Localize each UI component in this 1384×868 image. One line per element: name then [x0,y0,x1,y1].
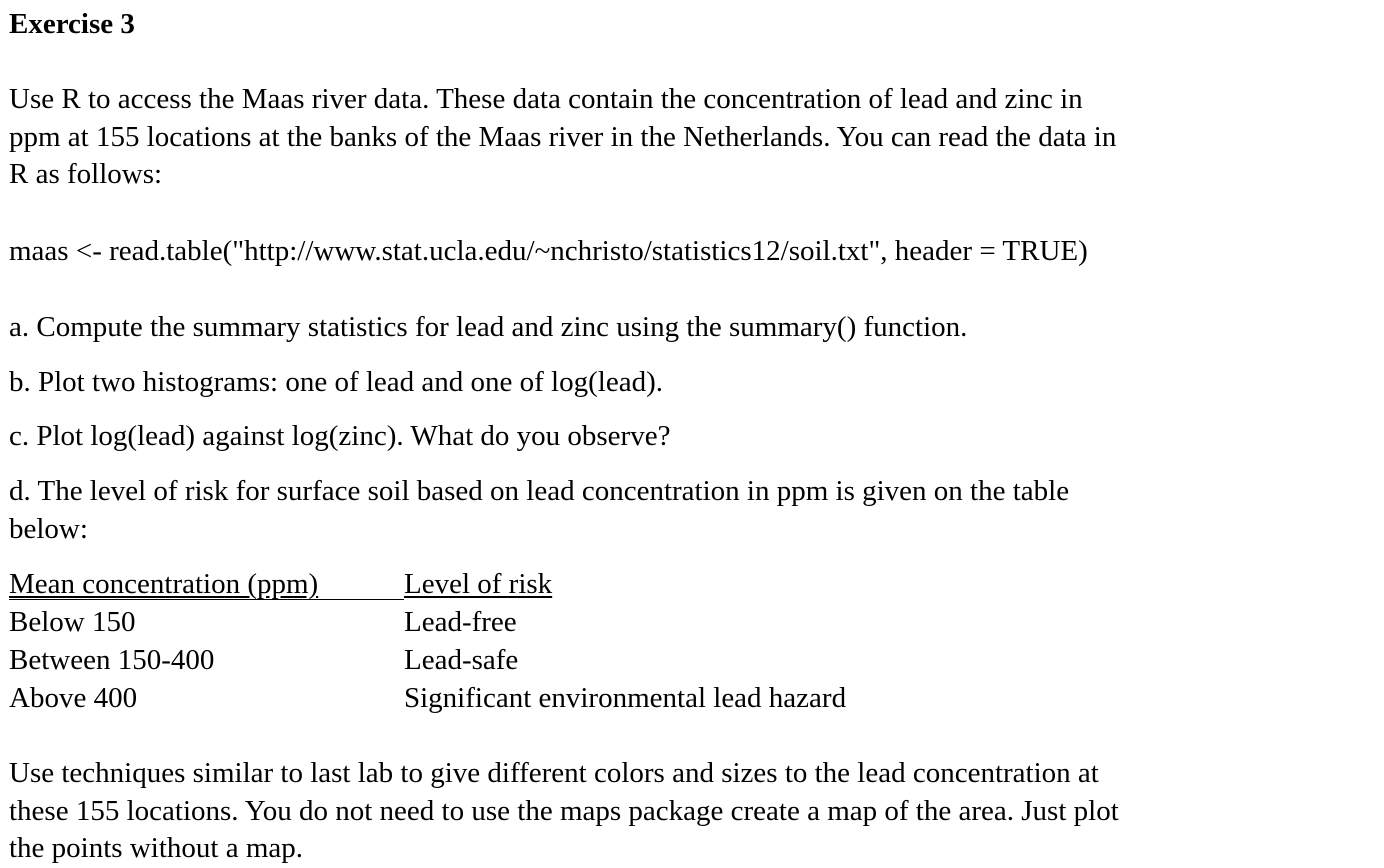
question-d-line: d. The level of risk for surface soil based on lead concentration in ppm is given on the table [9,475,1070,507]
risk-cell: Lead-safe [404,644,519,676]
question-a: a. Compute the summary statistics for lead and zinc using the summary() function. [9,311,968,343]
header-mean-concentration [9,565,404,600]
question-b: b. Plot two histograms: one of lead and one of log(lead). [9,366,663,398]
document-page [9,0,1379,867]
table-row [9,641,964,679]
header-level-of-risk [404,565,964,603]
table-row [9,603,964,641]
concentration-cell: Above 400 [9,682,138,714]
intro-line: ppm at 155 locations at the banks of the Maas river in the Netherlands. You can read the data in [9,120,1117,153]
table-row [9,679,964,717]
intro-line: Use R to access the Maas river data. These data contain the concentration of lead and zinc in [9,83,1083,115]
concentration-cell: Below 150 [9,606,136,638]
question-d [9,473,1069,548]
risk-cell: Significant environmental lead hazard [404,682,847,714]
outro-line: Use techniques similar to last lab to give different colors and sizes to the lead concentration at [9,757,1099,789]
intro-line: R as follows: [9,158,163,191]
risk-cell: Lead-free [404,606,517,638]
outro-line: these 155 locations. You do not need to use the maps package create a map of the area. Just plot [9,794,1119,827]
header-mean-concentration-text: Mean concentration (ppm) [9,568,319,600]
risk-table-header-row [9,565,964,603]
outro-line: the points without a map. [9,832,303,865]
header-level-of-risk-text: Level of risk [404,568,553,600]
concentration-cell: Between 150-400 [9,644,215,676]
question-d-line: below: [9,512,88,545]
intro-paragraph [9,81,1116,194]
risk-table [9,565,964,717]
exercise-title: Exercise 3 [9,8,135,40]
question-c: c. Plot log(lead) against log(zinc). What do you observe? [9,420,671,452]
outro-paragraph [9,755,1119,868]
r-code-line: maas <- read.table("http://www.stat.ucla.edu/~nchristo/statistics12/soil.txt", header = TRUE) [9,235,1088,267]
